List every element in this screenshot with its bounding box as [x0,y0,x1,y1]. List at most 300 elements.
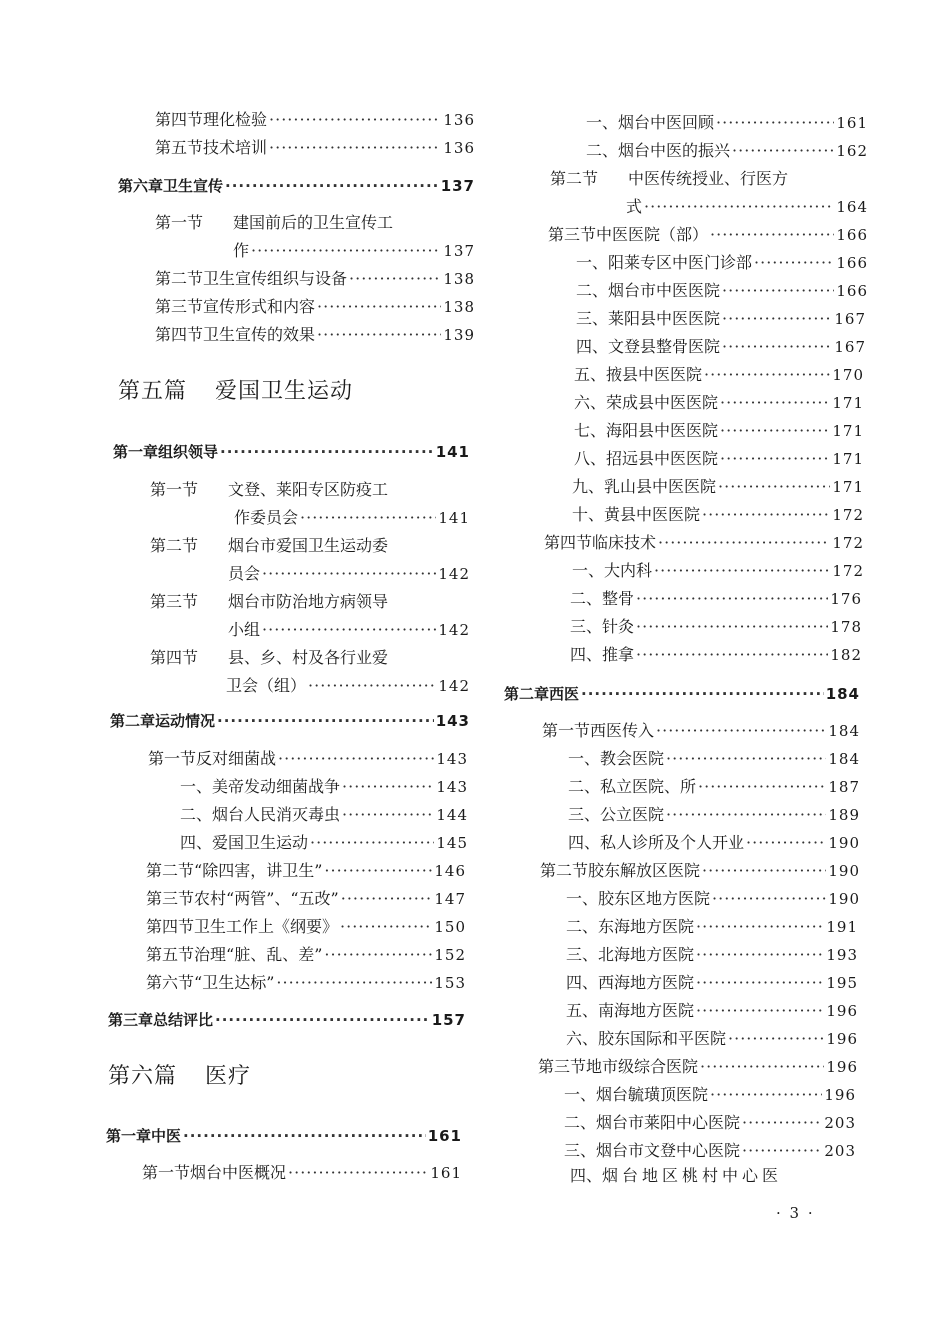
toc-chapter[interactable] [504,684,860,704]
entry-label: 第六节 [146,973,195,992]
item-title: 烟台毓璜顶医院 [596,1085,709,1104]
toc-entry[interactable] [542,721,860,741]
item-page: 171 [832,478,864,496]
item-label: 二、 [576,281,609,300]
item-label: 四、 [566,973,599,992]
entry-page: 137 [443,242,475,260]
leader-dots [317,325,441,345]
item-page: 196 [826,1030,858,1048]
entry-page: 153 [434,974,466,992]
toc-entry[interactable] [146,945,466,965]
entry-page: 184 [828,722,860,740]
leader-dots [728,1029,824,1049]
toc-item[interactable] [574,449,864,469]
item-title: 乳山县中医医院 [604,477,717,496]
entry-title: 临床技术 [592,533,657,552]
toc-item[interactable] [566,1001,858,1021]
item-title: 莱阳县中医医院 [608,309,721,328]
entry-page: 138 [443,298,475,316]
item-page: 176 [830,590,862,608]
entry-title: 胶东解放区医院 [588,861,701,880]
leader-dots [269,138,441,158]
item-page: 172 [832,506,864,524]
item-label: 五、 [574,365,607,384]
item-page: 190 [828,834,860,852]
toc-item[interactable] [572,561,864,581]
toc-part-heading[interactable] [118,378,353,406]
leader-dots [722,281,834,301]
toc-entry-continuation[interactable] [228,620,470,640]
toc-chapter[interactable] [108,1010,466,1030]
item-page: 166 [836,282,868,300]
leader-dots [696,973,824,993]
toc-entry[interactable] [540,861,860,881]
leader-dots [340,917,432,937]
item-label: 四、 [568,833,601,852]
item-page: 166 [836,254,868,272]
chapter-title: 总结评比 [153,1011,214,1029]
part-title: 医疗 [205,1064,252,1089]
entry-page: 166 [836,226,868,244]
leader-dots [183,1126,426,1146]
entry-title: 中医传统授业、行医方 [628,169,789,188]
leader-dots [225,176,439,196]
toc-entry[interactable] [142,1163,462,1183]
leader-dots [754,253,834,273]
toc-entry[interactable] [548,225,868,245]
entry-page: 152 [434,946,466,964]
leader-dots [349,269,441,289]
leader-dots [269,110,441,130]
item-page: 171 [832,450,864,468]
toc-item[interactable] [564,1141,856,1161]
item-title: 烟台中医回顾 [618,113,715,132]
entry-label: 第五节 [146,945,195,964]
leader-dots [702,505,830,525]
item-label: 二、 [586,141,619,160]
toc-entry[interactable] [150,536,470,556]
leader-dots [215,1010,430,1030]
entry-label: 第四节 [544,533,593,552]
toc-item[interactable] [566,973,858,993]
item-label: 三、 [566,945,599,964]
toc-item[interactable] [566,1029,858,1049]
leader-dots [308,676,436,696]
entry-page: 138 [443,270,475,288]
chapter-label: 第一章 [113,443,159,461]
entry-title: 县、乡、村及各行业爱 [228,648,389,667]
item-title: 文登县整骨医院 [608,337,721,356]
item-page: 145 [436,834,468,852]
toc-entry[interactable] [155,138,475,158]
toc-entry[interactable] [150,480,470,500]
leader-dots [342,805,434,825]
leader-dots [732,141,834,161]
toc-entry[interactable] [155,110,475,130]
item-title: 胶东区地方医院 [598,889,711,908]
toc-item[interactable] [564,1085,856,1105]
toc-item[interactable] [568,749,860,769]
item-label: 八、 [574,449,607,468]
toc-entry[interactable] [550,169,868,189]
item-label: 一、 [180,777,213,796]
item-page: 143 [436,778,468,796]
toc-item[interactable] [570,589,862,609]
item-label: 六、 [566,1029,599,1048]
item-page: 190 [828,890,860,908]
toc-item[interactable] [574,421,864,441]
leader-dots [636,645,828,665]
entry-page: 172 [832,534,864,552]
toc-chapter[interactable] [113,442,470,462]
leader-dots [636,617,828,637]
toc-item[interactable] [566,889,860,909]
toc-item[interactable] [180,833,468,853]
toc-entry[interactable] [150,648,470,668]
item-title: 烟台市文登中心医院 [596,1141,741,1160]
leader-dots [317,297,441,317]
leader-dots [262,564,436,584]
entry-title: 农村“两管”、“五改” [194,889,339,908]
toc-item[interactable] [574,365,864,385]
entry-page: 196 [826,1058,858,1076]
entry-title: 中医医院（部） [596,225,709,244]
item-page: 167 [834,338,866,356]
item-label: 四、 [180,833,213,852]
entry-title: 建国前后的卫生宣传工 [233,213,394,232]
leader-dots [720,449,830,469]
entry-page: 150 [434,918,466,936]
entry-label: 第二节 [550,169,599,188]
item-page: 203 [824,1142,856,1160]
item-label: 四、 [569,1166,602,1185]
item-page: 172 [832,562,864,580]
entry-label: 第二节 [150,536,199,555]
item-title: 爱国卫生运动 [212,833,309,852]
entry-title: 卫生宣传组织与设备 [203,269,348,288]
item-label: 二、 [564,1113,597,1132]
leader-dots [742,1113,822,1133]
item-title: 黄县中医医院 [604,505,701,524]
toc-entry[interactable] [155,269,475,289]
item-label: 一、 [586,113,619,132]
toc-item[interactable] [572,505,864,525]
toc-item[interactable] [570,617,862,637]
item-title: 针灸 [602,617,635,636]
toc-entry-continuation[interactable] [234,508,470,528]
leader-dots [722,337,832,357]
item-page: 195 [826,974,858,992]
item-title: 招远县中医医院 [606,449,719,468]
entry-label: 第二节 [155,269,204,288]
item-page: 171 [832,422,864,440]
item-label: 三、 [576,309,609,328]
toc-chapter[interactable] [110,711,470,731]
leader-dots [658,533,830,553]
item-page: 187 [828,778,860,796]
entry-label: 第三节 [548,225,597,244]
entry-title-cont: 卫会（组） [226,676,307,695]
entry-title: 治理“脏、乱、差” [194,945,323,964]
leader-dots [716,113,834,133]
leader-dots [288,1163,428,1183]
toc-entry[interactable] [146,973,466,993]
entry-title: 反对细菌战 [196,749,277,768]
item-page: 184 [828,750,860,768]
entry-label: 第一节 [155,213,204,232]
chapter-label: 第六章 [118,177,164,195]
leader-dots [217,711,434,731]
entry-label: 第二节 [146,861,195,880]
item-label: 十、 [572,505,605,524]
toc-item[interactable] [180,805,468,825]
leader-dots [324,945,432,965]
entry-title: 文登、莱阳专区防疫工 [228,480,389,499]
leader-dots [666,749,826,769]
leader-dots [341,889,433,909]
item-title: 南海地方医院 [598,1001,695,1020]
toc-item[interactable] [180,777,468,797]
leader-dots [718,477,830,497]
entry-label: 第四节 [150,648,199,667]
item-page: 191 [826,918,858,936]
item-page: 196 [824,1086,856,1104]
entry-title: “除四害，讲卫生” [194,861,323,880]
toc-entry-continuation[interactable] [228,564,470,584]
entry-label: 第一节 [142,1163,191,1182]
entry-page: 146 [434,862,466,880]
item-page: 178 [830,618,862,636]
entry-page: 147 [434,890,466,908]
item-page: 196 [826,1002,858,1020]
toc-entry-continuation[interactable] [626,197,868,217]
chapter-page: 143 [435,712,470,730]
entry-label: 第四节 [155,325,204,344]
toc-item[interactable] [572,477,864,497]
toc-entry[interactable] [155,325,475,345]
item-label: 二、 [570,589,603,608]
item-title: 掖县中医医院 [606,365,703,384]
item-title: 美帝发动细菌战争 [212,777,341,796]
entry-title: 技术培训 [203,138,268,157]
item-title: 私人诊所及个人开业 [600,833,745,852]
leader-dots [696,917,824,937]
item-label: 九、 [572,477,605,496]
leader-dots [581,684,824,704]
entry-page: 190 [828,862,860,880]
leader-dots [720,393,830,413]
item-title: 推拿 [602,645,635,664]
toc-item[interactable] [568,805,860,825]
leader-dots [276,973,432,993]
toc-entry[interactable] [148,749,468,769]
item-title: 大内科 [604,561,653,580]
toc-item[interactable] [586,141,868,161]
item-page: 182 [830,646,862,664]
leader-dots [654,561,830,581]
entry-title: 烟台市爱国卫生运动委 [228,536,389,555]
entry-page: 142 [438,565,470,583]
toc-item[interactable] [576,309,866,329]
item-page: 167 [834,310,866,328]
chapter-page: 161 [427,1127,462,1145]
item-title: 整骨 [602,589,635,608]
toc-item[interactable] [574,393,864,413]
leader-dots [710,225,834,245]
leader-dots [644,197,834,217]
leader-dots [720,421,830,441]
toc-entry[interactable] [155,297,475,317]
entry-label: 第一节 [542,721,591,740]
entry-page: 136 [443,111,475,129]
item-title: 阳莱专区中医门诊部 [608,253,753,272]
toc-item[interactable] [570,645,862,665]
item-label: 一、 [576,253,609,272]
toc-item[interactable] [566,917,858,937]
toc-item[interactable] [564,1113,856,1133]
item-page: 161 [836,114,868,132]
chapter-page: 141 [435,443,470,461]
entry-label: 第四节 [155,110,204,129]
leader-dots [700,1057,824,1077]
leader-dots [656,721,826,741]
chapter-title: 中医 [151,1127,182,1145]
item-label: 三、 [568,805,601,824]
item-title: 西海地方医院 [598,973,695,992]
entry-label: 第三节 [155,297,204,316]
item-page: 193 [826,946,858,964]
chapter-page: 184 [825,685,860,703]
entry-page: 164 [836,198,868,216]
toc-entry[interactable] [538,1057,858,1077]
item-title: 烟台市中医医院 [608,281,721,300]
leader-dots [262,620,436,640]
item-label: 四、 [570,645,603,664]
entry-label: 第一节 [148,749,197,768]
part-title: 爱国卫生运动 [215,379,354,404]
item-title: 公立医院 [600,805,665,824]
entry-page: 142 [438,677,470,695]
item-label: 三、 [564,1141,597,1160]
entry-title: 烟台市防治地方病领导 [228,592,389,611]
item-title: 海阳县中医医院 [606,421,719,440]
toc-entry-continuation[interactable] [233,241,475,261]
entry-title: 地市级综合医院 [586,1057,699,1076]
item-label: 二、 [566,917,599,936]
toc-item[interactable] [564,1166,856,1186]
item-title: 教会医院 [600,749,665,768]
item-label: 二、 [180,805,213,824]
leader-dots [666,805,826,825]
toc-item[interactable] [586,113,868,133]
toc-part-heading[interactable] [108,1063,251,1091]
toc-entry[interactable] [146,889,466,909]
toc-item[interactable] [576,337,866,357]
leader-dots [746,833,826,853]
item-title: 烟台市莱阳中心医院 [596,1113,741,1132]
toc-entry[interactable] [544,533,864,553]
leader-dots [220,442,434,462]
entry-page: 136 [443,139,475,157]
chapter-label: 第二章 [110,712,156,730]
entry-title: 卫生工作上《纲要》 [194,917,339,936]
part-label: 第五篇 [118,379,188,404]
toc-item[interactable] [568,833,860,853]
item-page: 144 [436,806,468,824]
entry-label: 第二节 [540,861,589,880]
leader-dots [636,589,828,609]
toc-chapter[interactable] [106,1126,462,1146]
leader-dots [300,508,436,528]
entry-label: 第三节 [146,889,195,908]
entry-page: 143 [436,750,468,768]
leader-dots [712,889,826,909]
item-label: 一、 [572,561,605,580]
entry-title: 宣传形式和内容 [203,297,316,316]
chapter-label: 第二章 [504,685,550,703]
item-title: 私立医院、所 [600,777,697,796]
entry-page: 161 [430,1164,462,1182]
toc-entry[interactable] [155,213,475,233]
chapter-title: 组织领导 [158,443,219,461]
part-label: 第六篇 [108,1064,178,1089]
item-label: 一、 [568,749,601,768]
toc-item[interactable] [568,777,860,797]
toc-chapter[interactable] [118,176,475,196]
toc-item[interactable] [576,281,868,301]
toc-entry[interactable] [150,592,470,612]
leader-dots [310,833,434,853]
page-number: · 3 · [776,1204,815,1222]
item-label: 七、 [574,421,607,440]
entry-page: 139 [443,326,475,344]
item-page: 171 [832,394,864,412]
leader-dots [742,1141,822,1161]
item-page: 189 [828,806,860,824]
toc-entry-continuation[interactable] [226,676,470,696]
entry-title: 西医传入 [590,721,655,740]
entry-label: 第五节 [155,138,204,157]
entry-title: 烟台中医概况 [190,1163,287,1182]
item-title: 胶东国际和平医院 [598,1029,727,1048]
entry-title-cont: 小组 [228,620,261,639]
item-label: 一、 [564,1085,597,1104]
leader-dots [702,861,826,881]
chapter-title: 运动情况 [155,712,216,730]
entry-label: 第四节 [146,917,195,936]
toc-item[interactable] [566,945,858,965]
entry-title: 理化检验 [203,110,268,129]
item-title: 北海地方医院 [598,945,695,964]
leader-dots [710,1085,822,1105]
entry-title-cont: 式 [626,197,643,216]
toc-entry[interactable] [146,861,466,881]
item-label: 四、 [576,337,609,356]
leader-dots [251,241,441,261]
item-label: 一、 [566,889,599,908]
leader-dots [696,1001,824,1021]
entry-label: 第一节 [150,480,199,499]
item-label: 二、 [568,777,601,796]
item-title: 烟台中医的振兴 [618,141,731,160]
entry-title-cont: 员会 [228,564,261,583]
entry-label: 第三节 [538,1057,587,1076]
item-page: 162 [836,142,868,160]
leader-dots [278,749,434,769]
toc-item[interactable] [576,253,868,273]
toc-entry[interactable] [146,917,466,937]
entry-page: 142 [438,621,470,639]
